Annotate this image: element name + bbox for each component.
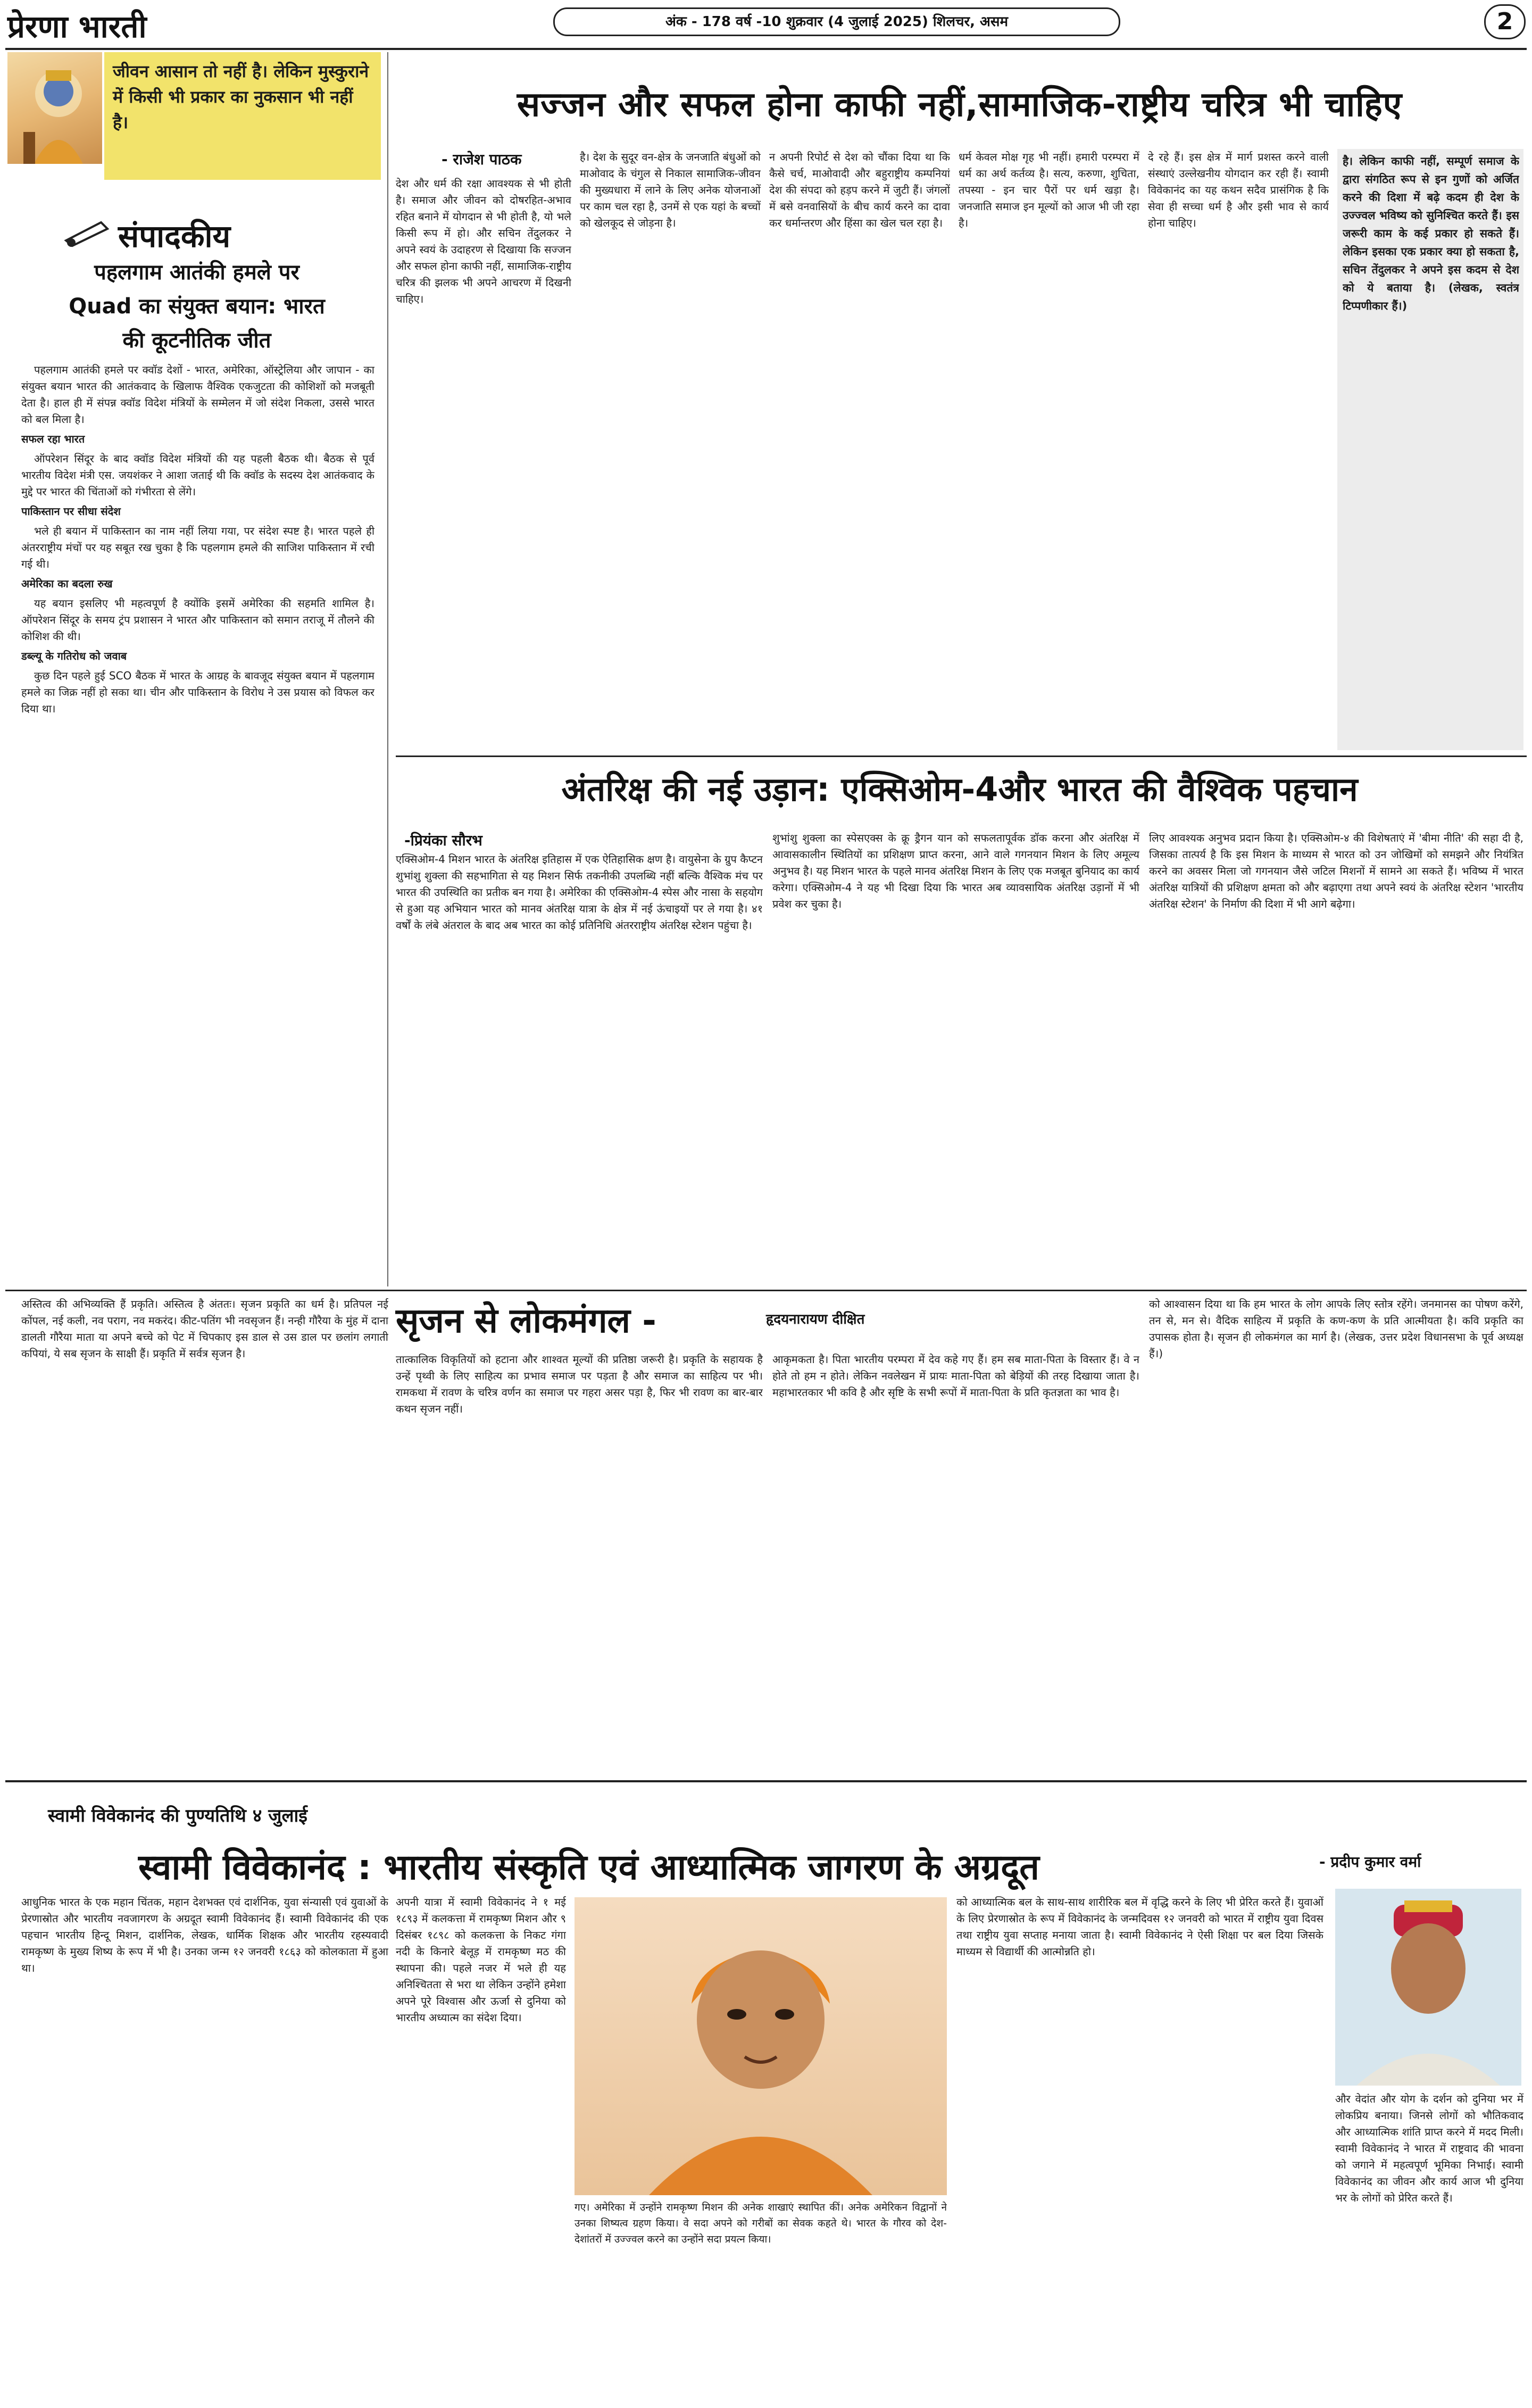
krishna-illustration	[7, 52, 102, 164]
vivekananda-column-1: आधुनिक भारत के एक महान चिंतक, महान देशभक्त एवं दार्शनिक, युवा संन्यासी एवं युवाओं के प्रेरणास्रोत और भारतीय नवजागरण के अग्रदूत स्वामी विवेकानंद हैं। स्वामी विवेकानंद की एक पहचान भारतीय हिन्दू मिशन, दार्शनिक, लेखक, धार्मिक शिक्षक और भारतीय रहस्यवादी रामकृष्ण के मुख्य शिष्य के रूप में भी है। उनका जन्म १२ जनवरी १८६३ को कोलकाता में हुआ था।	[21, 1896, 388, 1974]
editorial-paragraph: कुछ दिन पहले हुई SCO बैठक में भारत के आग्रह के बावजूद संयुक्त बयान में पहलगाम हमले का जिक्र नहीं हो सका था। चीन और पाकिस्तान के विरोध ने उस प्रयास को विफल कर दिया था।	[21, 669, 374, 715]
space-author: -प्रियंका सौरभ	[404, 832, 482, 849]
editorial-section-label: संपादकीय	[118, 218, 231, 254]
vivekananda-headline: स्वामी विवेकानंद : भारतीय संस्कृति एवं आध्यात्मिक जागरण के अग्रदूत	[138, 1847, 1039, 1888]
space-column-3: लिए आवश्यक अनुभव प्रदान किया है। एक्सिओम-४ की विशेषताएं में 'बीमा नीति' की सहा दी है, जिसका तात्पर्य है कि इस मिशन के माध्यम से भारत को उन जोखिमों को समझने और नियंत्रित करने का अवसर मिला जो गगनयान जैसे जटिल मिशनों में सामने आ सकते हैं। भविष्य में भारत अंतरिक्ष यात्रियों की प्रशिक्षण क्षमता को और बढ़ाएगा तथा अपने स्वयं के अंतरिक्ष स्टेशन 'भारतीय अंतरिक्ष स्टेशन' के निर्माण की दिशा में भी आगे बढ़ेगा।	[1149, 832, 1523, 910]
masthead-title: प्रेरणा भारती	[7, 9, 147, 45]
civic-column-2: है। देश के सुदूर वन-क्षेत्र के जनजाति बंधुओं को माओवाद के चंगुल से निकाल सामाजिक-जीवन की मुख्यधारा में लाने के लिए अनेक योजनाओं पर काम चल रहा है, उनमें से एक यहां के बच्चों को खेलकूद से जोड़ना है।	[580, 151, 761, 229]
editorial-paragraph: यह बयान इसलिए भी महत्वपूर्ण है क्योंकि इसमें अमेरिका की सहमति शामिल है। ऑपरेशन सिंदूर के समय ट्रंप प्रशासन ने भारत और पाकिस्तान को समान तराजू में तौलने की कोशिश की थी।	[21, 597, 374, 643]
editorial-headline-line-2: Quad का संयुक्त बयान: भारत	[69, 294, 325, 319]
vivekananda-author: - प्रदीप कुमार वर्मा	[1319, 1853, 1421, 1871]
editorial-subhead: अमेरिका का बदला रुख	[21, 577, 113, 590]
quote-box	[104, 52, 381, 180]
editorial-headline	[21, 255, 372, 358]
civic-author: - राजेश पाठक	[442, 151, 522, 168]
civic-headline: सज्जन और सफल होना काफी नहीं,सामाजिक-राष्ट्रीय चरित्र भी चाहिए	[517, 85, 1403, 124]
editorial-pen-icon	[64, 217, 113, 249]
civic-column-6: है। लेकिन काफी नहीं, सम्पूर्ण समाज के द्वारा संगठित रूप से इन गुणों को अर्जित करने की दिशा में बढ़े कदम ही देश के उज्ज्वल भविष्य को सुनिश्चित करते हैं। इस जरूरी काम के कई प्रकार हो सकते हैं। लेकिन इसका एक प्रकार क्या हो सकता है, सचिन तेंदुलकर ने अपने इस कदम से देश को ये बताया है। (लेखक, स्वतंत्र टिप्पणीकार हैं।)	[1343, 155, 1519, 312]
issue-line: अंक - 178 वर्ष -10 शुक्रवार (4 जुलाई 2025) शिलचर, असम	[553, 7, 1120, 36]
vivekananda-column-2: अपनी यात्रा में स्वामी विवेकानंद ने १ मई १८९३ में कलकत्ता में रामकृष्ण मिशन और ९ दिसंबर १८९८ को कलकत्ता के निकट गंगा नदी के किनारे बेलूड़ में रामकृष्ण मठ की स्थापना की। पहले नजर में भले ही यह अनिश्चितता से भरा था लेकिन उन्होंने हमेशा अपने पूरे विश्वास और ऊर्जा से दुनिया को भारतीय अध्यात्म का संदेश दिया।	[396, 1896, 566, 2024]
civic-column-1: देश और धर्म की रक्षा आवश्यक से भी होती है। समाज और जीवन को दोषरहित-अभाव रहित बनाने में योगदान से भी होती है, यो भले किसी रूप में हो। और सचिन तेंदुलकर ने अपने स्वयं के उदाहरण से दिखाया कि सज्जन और सफल होना काफी नहीं, सामाजिक-राष्ट्रीय चरित्र की झलक भी अपने आचरण में दिखनी चाहिए।	[396, 177, 571, 305]
lokmangal-column-2: तात्कालिक विकृतियों को हटाना और शाश्वत मूल्यों की प्रतिष्ठा जरूरी है। प्रकृति के सहायक है उन्हें पृथ्वी के लिए साहित्य का प्रभाव समाज पर पड़ता है और समाज का साहित्य पर भी। रामकथा में रावण के चरित्र वर्णन का समाज पर गहरा असर पड़ा है, फिर भी रावण का बार-बार कथन सृजन नहीं।	[396, 1353, 763, 1415]
vivekananda-kicker: स्वामी विवेकानंद की पुण्यतिथि ४ जुलाई	[48, 1805, 307, 1826]
lokmangal-column-3: आकृमकता है। पिता भारतीय परम्परा में देव कहे गए हैं। हम सब माता-पिता के विस्तार हैं। वे न होते तो हम न होते। लेकिन नवलेखन में प्रायः माता-पिता को बेड़ियों की तरह दिखाया जाता है। महाभारतकार भी कवि है और सृष्टि के सभी रूपों में माता-पिता के प्रति कृतज्ञता का भाव है।	[772, 1353, 1139, 1399]
vivekananda-portrait	[574, 1897, 947, 2195]
masthead	[0, 0, 1532, 49]
space-bottom-divider	[5, 1290, 1527, 1291]
space-column-1: एक्सिओम-4 मिशन भारत के अंतरिक्ष इतिहास में एक ऐतिहासिक क्षण है। वायुसेना के ग्रुप कैप्टन शुभांशु शुक्ला की सहभागिता से यह मिशन सिर्फ तकनीकी उपलब्धि नहीं बल्कि वैश्विक मंच पर भारत की उपस्थिति का प्रतीक बन गया है। अमेरिका की एक्सिओम-4 स्पेस और नासा के सहयोग से हुआ यह अभियान भारत को मानव अंतरिक्ष यात्रा के क्षेत्र में नई ऊंचाइयों पर ले गया है। ४१ वर्षों के लंबे अंतराल के बाद अब भारत का कोई प्रतिनिधि अंतरराष्ट्रीय अंतरिक्ष स्टेशन पहुंचा है।	[396, 853, 763, 932]
vivekananda-photo-caption: गए। अमेरिका में उन्होंने रामकृष्ण मिशन की अनेक शाखाएं स्थापित कीं। अनेक अमेरिकन विद्वानों ने उनका शिष्यत्व ग्रहण किया। वे सदा अपने को गरीबों का सेवक कहते थे। भारत के गौरव को देश-देशांतरों में उज्ज्वल करने का उन्होंने सदा प्रयत्न किया।	[574, 2202, 947, 2245]
editorial-paragraph: पहलगाम आतंकी हमले पर क्वॉड देशों - भारत, अमेरिका, ऑस्ट्रेलिया और जापान - का संयुक्त बयान भारत की आतंकवाद के खिलाफ वैश्विक एकजुटता की कोशिशों को मजबूती देता है। हाल ही में संपन्न क्वॉड विदेश मंत्रियों के सम्मेलन में जो संदेश निकला, उससे भारत को बल मिला है।	[21, 363, 374, 426]
editorial-paragraph: ऑपरेशन सिंदूर के बाद क्वॉड विदेश मंत्रियों की यह पहली बैठक थी। बैठक से पूर्व भारतीय विदेश मंत्री एस. जयशंकर ने आशा जताई थी कि क्वॉड के सदस्य देश आतंकवाद के मुद्दे पर भारत की चिंताओं को गंभीरता से लेंगे।	[21, 452, 374, 498]
vivekananda-column-3: को आध्यात्मिक बल के साथ-साथ शारीरिक बल में वृद्धि करने के लिए भी प्रेरित करते हैं। युवाओं के लिए प्रेरणास्रोत के रूप में विवेकानंद के जन्मदिवस १२ जनवरी को भारत में राष्ट्रीय युवा दिवस तथा राष्ट्रीय युवा सप्ताह मनाया जाता है। स्वामी विवेकानंद ने ऐसी शिक्षा पर बल दिया जिसके माध्यम से विद्यार्थी की आत्मोन्नति हो।	[956, 1896, 1323, 1958]
civic-column-5: दे रहे हैं। इस क्षेत्र में मार्ग प्रशस्त करने वाली संस्थाएं उल्लेखनीय योगदान कर रही हैं। स्वामी विवेकानंद का यह कथन सदैव प्रासंगिक है कि सेवा ही सच्चा धर्म है और इसी भाव से कार्य होना चाहिए।	[1148, 151, 1329, 229]
lokmangal-bottom-divider	[5, 1780, 1527, 1782]
lokmangal-column-1: अस्तित्व की अभिव्यक्ति हैं प्रकृति। अस्तित्व है अंततः। सृजन प्रकृति का धर्म है। प्रतिपल नई कोंपल, नई कली, नव पराग, नव मकरंद। कीट-पतिंग भी नवसृजन हैं। नन्ही गौरैया के मुंह में दाना डालती गौरैया माता या अपने बच्चे को पेट में चिपकाए इस डाल से उस डाल पर छलांग लगाती कपियां, ये सब सृजन के साक्षी हैं। प्रकृति में सर्वत्र सृजन है।	[21, 1298, 388, 1360]
editorial-paragraph: भले ही बयान में पाकिस्तान का नाम नहीं लिया गया, पर संदेश स्पष्ट है। भारत पहले ही अंतरराष्ट्रीय मंचों पर यह सबूत रख चुका है कि पहलगाम हमले की साजिश पाकिस्तान में रची गई थी।	[21, 525, 374, 570]
editorial-headline-line-1: पहलगाम आतंकी हमले पर	[94, 260, 299, 285]
editorial-headline-line-3: की कूटनीतिक जीत	[122, 328, 271, 353]
editorial-body	[21, 362, 374, 1266]
lokmangal-headline: सृजन से लोकमंगल -	[396, 1301, 656, 1341]
civic-column-3: न अपनी रिपोर्ट से देश को चौंका दिया था कि कैसे चर्च, माओवादी और बहुराष्ट्रीय कम्पनियां देश की संपदा को हड़प करने में जुटी हैं। जंगलों में बसे वनवासियों के बीच कार्य करने का दावा कर धर्मान्तरण और हिंसा का खेल चल रहा है।	[769, 151, 950, 229]
editorial-subhead: पाकिस्तान पर सीधा संदेश	[21, 505, 121, 518]
lokmangal-author: हृदयनारायण दीक्षित	[766, 1311, 865, 1327]
space-column-2: शुभांशु शुक्ला का स्पेसएक्स के क्रू ड्रैगन यान को सफलतापूर्वक डॉक करना और अंतरिक्ष में आवासकालीन स्थितियों का प्रशिक्षण प्राप्त करना, आने वाले गगनयान मिशन के लिए अमूल्य अनुभव है। यह मिशन भारत के पहले मानव अंतरिक्ष मिशन के लिए एक मजबूत बुनियाद का कार्य करेगा। एक्सिओम-4 ने यह भी दिखा दिया कि भारत अब व्यावसायिक अंतरिक्ष उड़ानों में भी प्रवेश कर चुका है।	[772, 832, 1139, 910]
editorial-subhead: डब्ल्यू के गतिरोध को जवाब	[21, 650, 127, 662]
civic-bottom-divider	[396, 755, 1527, 757]
masthead-divider	[5, 48, 1527, 50]
quote-text: जीवन आसान तो नहीं है। लेकिन मुस्कुराने में किसी भी प्रकार का नुकसान भी नहीं है।	[113, 61, 369, 132]
editorial-column-divider	[387, 52, 388, 1286]
author-photo	[1335, 1889, 1521, 2086]
page-number: 2	[1484, 4, 1526, 39]
vivekananda-column-4: और वेदांत और योग के दर्शन को दुनिया भर में लोकप्रिय बनाया। जिनसे लोगों को भौतिकवाद और आध्यात्मिक शांति प्राप्त करने में मदद मिली। स्वामी विवेकानंद ने भारत में राष्ट्रवाद की भावना को जगाने में महत्वपूर्ण भूमिका निभाई। स्वामी विवेकानंद का जीवन और कार्य आज भी दुनिया भर के लोगों को प्रेरित करते हैं।	[1335, 2093, 1523, 2204]
civic-column-4: धर्म केवल मोक्ष गृह भी नहीं। हमारी परम्परा में धर्म का अर्थ कर्तव्य है। सत्य, करुणा, शुचिता, तपस्या - इन चार पैरों पर धर्म खड़ा है। जनजाति समाज इन मूल्यों को आज भी जी रहा है।	[959, 151, 1139, 229]
editorial-subhead: सफल रहा भारत	[21, 433, 85, 445]
lokmangal-column-4: को आश्वासन दिया था कि हम भारत के लोग आपके लिए स्तोत्र रहेंगे। जनमानस का पोषण करेंगे, तन से, मन से। वैदिक साहित्य में प्रकृति के कण-कण के प्रति आत्मीयता है। कवि प्रकृति का उपासक होता है। सृजन ही लोकमंगल का मार्ग है। (लेखक, उत्तर प्रदेश विधानसभा के पूर्व अध्यक्ष हैं।)	[1149, 1298, 1523, 1360]
space-headline: अंतरिक्ष की नई उड़ान: एक्सिओम-4और भारत की वैश्विक पहचान	[561, 770, 1358, 809]
